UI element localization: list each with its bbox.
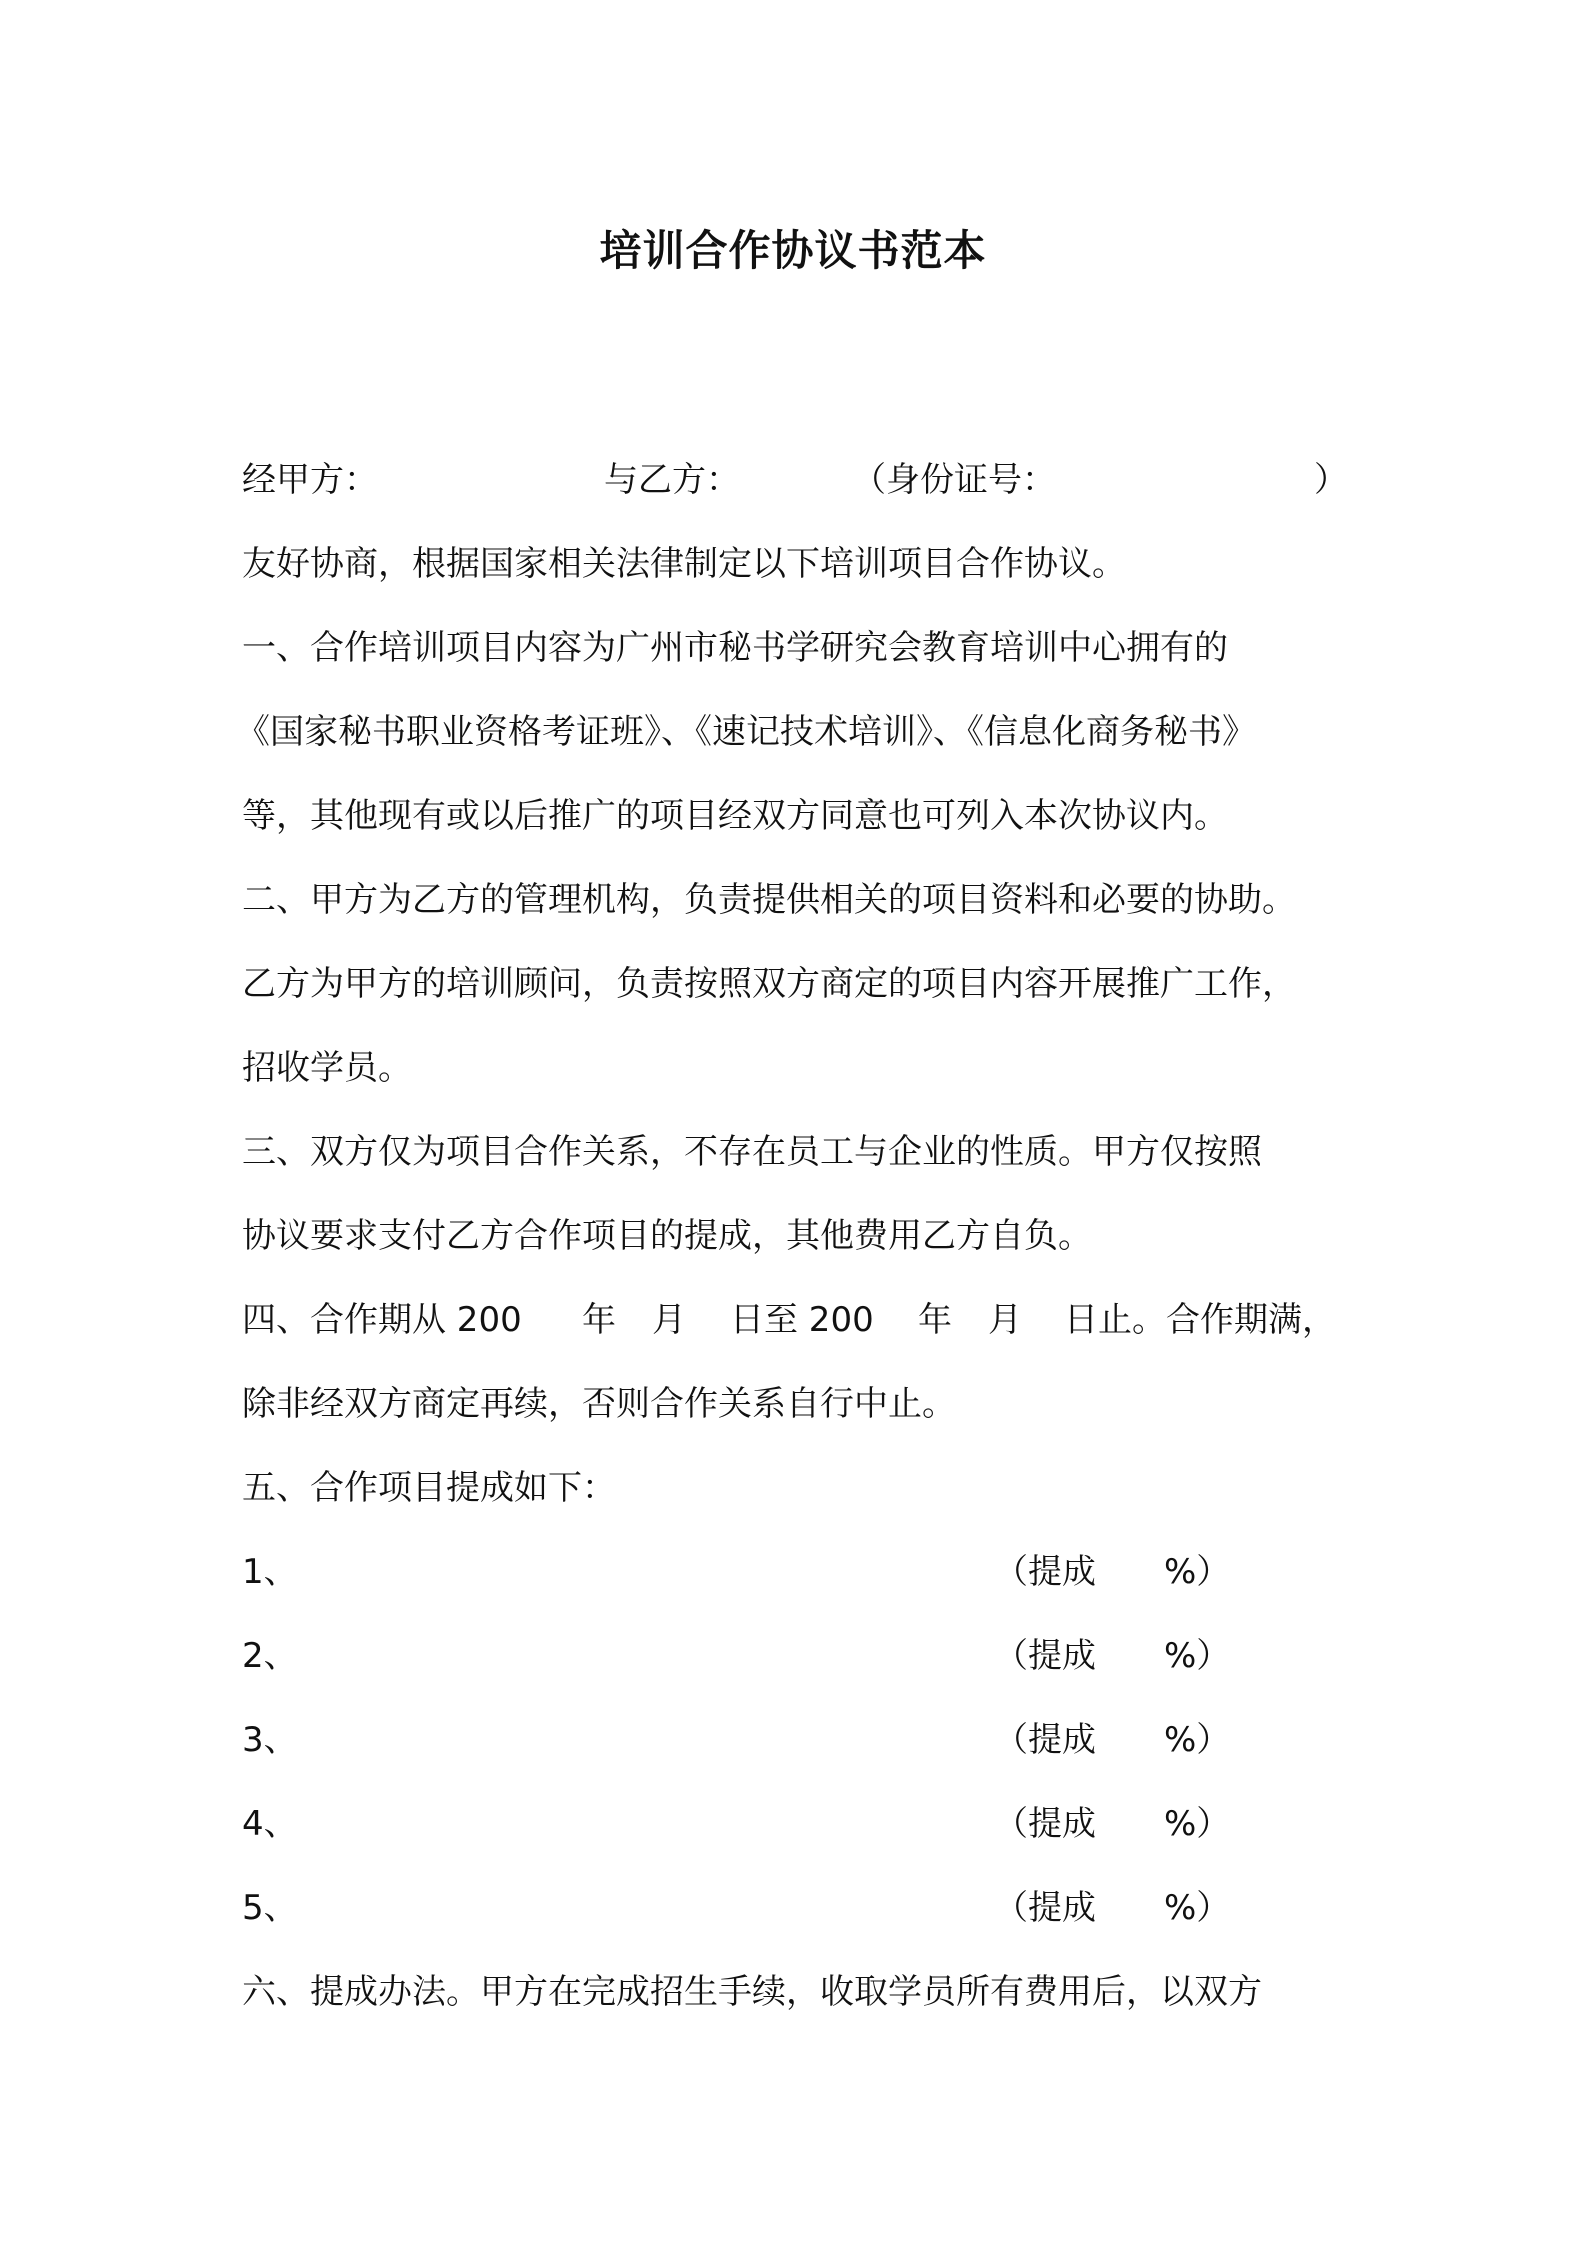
clause-2-line-2: 乙方为甲方的培训顾问，负责按照双方商定的项目内容开展推广工作， xyxy=(242,964,1296,1004)
commission-rate-label: （提成 xyxy=(994,1804,1096,1844)
clause-6-line-1: 六、提成办法。甲方在完成招生手续，收取学员所有费用后，以双方 xyxy=(242,1972,1262,2012)
commission-item-number: 5、 xyxy=(242,1888,298,1928)
clause-1-line-2: 《国家秘书职业资格考证班》、《速记技术培训》、《信息化商务秘书》 xyxy=(236,712,1256,752)
commission-rate-label: （提成 xyxy=(994,1636,1096,1676)
commission-percent: %） xyxy=(1164,1552,1231,1592)
clause-4-end-text: 日止。合作期满， xyxy=(1064,1300,1336,1340)
commission-percent: %） xyxy=(1164,1720,1231,1760)
commission-item-number: 3、 xyxy=(242,1720,298,1760)
clause-4-start-year: 年 xyxy=(582,1300,616,1340)
clause-4-start-month: 月 xyxy=(652,1300,686,1340)
clause-4-line-2: 除非经双方商定再续，否则合作关系自行中止。 xyxy=(242,1384,956,1424)
clause-4-end-month: 月 xyxy=(988,1300,1022,1340)
document-title: 培训合作协议书范本 xyxy=(599,226,987,275)
clause-1-line-1: 一、合作培训项目内容为广州市秘书学研究会教育培训中心拥有的 xyxy=(242,628,1228,668)
commission-item-number: 1、 xyxy=(242,1552,298,1592)
clause-3-line-2: 协议要求支付乙方合作项目的提成，其他费用乙方自负。 xyxy=(242,1216,1092,1256)
clause-4-end: 日至 200 xyxy=(730,1300,874,1340)
intro-paragraph: 友好协商，根据国家相关法律制定以下培训项目合作协议。 xyxy=(242,544,1126,584)
clause-4-end-year: 年 xyxy=(918,1300,952,1340)
commission-rate-label: （提成 xyxy=(994,1552,1096,1592)
commission-percent: %） xyxy=(1164,1804,1231,1844)
commission-percent: %） xyxy=(1164,1888,1231,1928)
commission-rate-label: （提成 xyxy=(994,1720,1096,1760)
party-a-label: 经甲方： xyxy=(242,460,378,500)
clause-2-line-1: 二、甲方为乙方的管理机构，负责提供相关的项目资料和必要的协助。 xyxy=(242,880,1296,920)
id-number-close: ） xyxy=(1314,460,1348,500)
clause-4-start: 四、合作期从 200 xyxy=(242,1300,522,1340)
commission-rate-label: （提成 xyxy=(994,1888,1096,1928)
commission-item-number: 4、 xyxy=(242,1804,298,1844)
id-number-label: （身份证号： xyxy=(852,460,1056,500)
clause-2-line-3: 招收学员。 xyxy=(242,1048,412,1088)
commission-percent: %） xyxy=(1164,1636,1231,1676)
commission-item-number: 2、 xyxy=(242,1636,298,1676)
party-b-label: 与乙方： xyxy=(604,460,740,500)
clause-5-heading: 五、合作项目提成如下： xyxy=(242,1468,616,1508)
clause-3-line-1: 三、双方仅为项目合作关系，不存在员工与企业的性质。甲方仅按照 xyxy=(242,1132,1262,1172)
clause-1-line-3: 等，其他现有或以后推广的项目经双方同意也可列入本次协议内。 xyxy=(242,796,1228,836)
